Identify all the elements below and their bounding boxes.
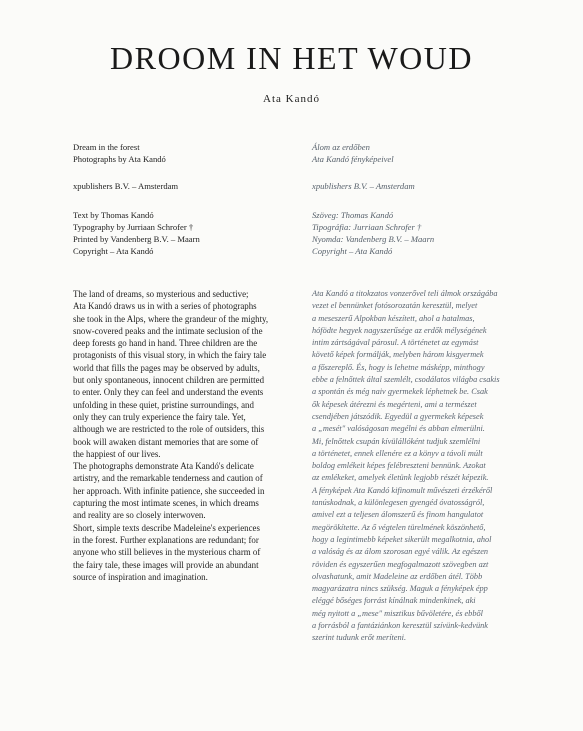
english-body-line: The photographs demonstrate Ata Kandó's delicate: [73, 461, 254, 472]
english-body-line: to enter. Only they can feel and understand the events: [73, 387, 264, 398]
english-credit-line: Typography by Jurriaan Schrofer †: [73, 222, 194, 232]
hungarian-subtitle: [312, 141, 527, 165]
hungarian-body-text: [312, 288, 524, 645]
hungarian-body-line: magyarázatra nincs szükség. Maguk a fényképek épp: [312, 584, 488, 594]
english-subtitle-line: Dream in the forest: [73, 142, 140, 152]
hungarian-body-line: a „mesét" valóságosan megélni és abban elmerülni.: [312, 424, 485, 434]
hungarian-body-line: a spontán és még naiv gyermekek léphetnek be. Csak: [312, 387, 488, 397]
english-body-line: but only spontaneous, innocent children are permitted: [73, 375, 265, 386]
hungarian-body-line: tanúskodnak, a különlegesen gyengéd óvatosságról,: [312, 498, 485, 508]
english-body-line: she took in the Alps, where the grandeur of the mighty,: [73, 313, 269, 324]
hungarian-credit-line: Szöveg: Thomas Kandó: [312, 210, 394, 220]
english-body-line: her approach. With infinite patience, she succeeded in: [73, 485, 265, 496]
hungarian-body-line: ebbe a felnőttek által szemlélt, csodálatos világba csakis: [312, 375, 500, 385]
english-body-line: although we are restricted to the role of outsiders, this: [73, 424, 265, 435]
english-credit-line: Printed by Vandenberg B.V. – Maarn: [73, 234, 200, 244]
hungarian-body-line: olvashatunk, amit Madeleine az erdőben átél. Több: [312, 571, 483, 581]
english-body-line: Ata Kandó draws us in with a series of photographs: [73, 301, 257, 312]
english-body-line: unfolding in these quiet, pristine surroundings, and: [73, 399, 254, 410]
page-title: DROOM IN HET WOUD: [110, 40, 473, 76]
hungarian-body-line: az emlékeket, amelyek életünk legjobb részét képezik.: [312, 473, 489, 483]
english-body-line: source of inspiration and imagination.: [73, 571, 208, 582]
english-body-line: snow-covered peaks and the intimate seclusion of the: [73, 325, 263, 336]
english-body-line: deep forests go hand in hand. Three children are the: [73, 338, 258, 349]
hungarian-credit-line: Tipográfia: Jurriaan Schrofer †: [312, 222, 422, 232]
english-subtitle-line: Photographs by Ata Kandó: [73, 154, 166, 164]
hungarian-body-line: a történetet, ennek ellenére ez a könyv a távoli múlt: [312, 448, 483, 458]
hungarian-body-line: még nyitott a „mese" misztikus bűvöletére, és ebből: [312, 608, 483, 618]
hungarian-body-line: A fényképek Ata Kandó kifinomult művészeti érzékéről: [312, 485, 493, 495]
hungarian-body-line: eléggé bőséges forrást kínálnak mindenkinek, aki: [312, 596, 476, 606]
hungarian-body-line: a forrásból a fantáziánkon keresztül szívünk-kedvünk: [312, 621, 488, 631]
hungarian-body-line: megörökítette. Az ő végtelen türelmének köszönhető,: [312, 522, 486, 532]
hungarian-body-line: amivel ezt a teljesen álomszerű és finom hangulatot: [312, 510, 484, 520]
english-credit-line: Copyright – Ata Kandó: [73, 246, 154, 256]
hungarian-subtitle-line: Álom az erdőben: [312, 142, 370, 152]
hungarian-body-line: vezet el bennünket fotósorozatán keresztül, melyet: [312, 301, 478, 311]
hungarian-body-line: hogy a legintimebb képeket sikerült megalkotnia, ahol: [312, 534, 492, 544]
hungarian-body-line: a meseszerű Alpokban készített, ahol a hatalmas,: [312, 313, 475, 323]
hungarian-body-line: ők képesek átérezni és megérteni, ami a természet: [312, 399, 477, 409]
hungarian-publisher: [312, 180, 527, 192]
english-publisher-text: xpublishers B.V. – Amsterdam: [73, 181, 179, 191]
english-body-text: [73, 288, 295, 583]
author-name: Ata Kandó: [263, 93, 320, 105]
hungarian-credit-line: Nyomda: Vandenberg B.V. – Maarn: [312, 234, 435, 244]
english-body-line: the happiest of our lives.: [73, 448, 161, 459]
english-credits: [73, 209, 283, 257]
english-subtitle: [73, 141, 283, 165]
hungarian-body-line: a főszereplő. És, hogy is lehetne másképp, minthogy: [312, 362, 485, 372]
english-body-line: The land of dreams, so mysterious and seductive;: [73, 289, 249, 299]
hungarian-credit-line: Copyright – Ata Kandó: [312, 246, 393, 256]
english-body-line: capturing the most intimate scenes, in which dreams: [73, 498, 259, 509]
hungarian-publisher-text: xpublishers B.V. – Amsterdam: [312, 181, 415, 191]
english-credit-line: Text by Thomas Kandó: [73, 210, 154, 220]
hungarian-body-line: a valóság és az álom szorosan egyé válik. Az egészen: [312, 547, 489, 557]
hungarian-body-line: szerint tudunk erőt meríteni.: [312, 633, 407, 643]
hungarian-body-line: röviden és egyszerűen megfogalmazott szövegben azt: [312, 559, 489, 569]
english-body-line: Short, simple texts describe Madeleine's experiences: [73, 522, 260, 533]
hungarian-body-line: csendjében játszódik. Egyedül a gyermekek képesek: [312, 411, 484, 421]
hungarian-body-line: Ata Kandó a titokzatos vonzerővel teli álmok országába: [312, 289, 498, 298]
hungarian-body-line: boldog emlékeit képes felébreszteni bennünk. Azokat: [312, 461, 486, 471]
english-body-line: in the forest. Further explanations are redundant; for: [73, 534, 259, 545]
english-body-line: the fairy tale, these images will provide an abundant: [73, 559, 259, 570]
english-publisher: [73, 180, 283, 192]
hungarian-body-line: hófödte hegyek nagyszerűsége az erdők mélységének: [312, 325, 487, 335]
english-body-line: and reality are so closely interwoven.: [73, 510, 206, 521]
hungarian-body-line: Mi, felnőttek csupán kívülállóként tudjuk szemlélni: [312, 436, 481, 446]
english-body-line: protagonists of this visual story, in which the fairy tale: [73, 350, 267, 361]
hungarian-subtitle-line: Ata Kandó fényképeivel: [312, 154, 394, 164]
hungarian-credits: [312, 209, 527, 257]
english-body-line: only they can truly experience the fairy tale. Yet,: [73, 411, 246, 422]
english-body-line: world that fills the pages may be observed by adults,: [73, 362, 260, 373]
hungarian-body-line: követő képek formálják, melyben három kisgyermek: [312, 350, 484, 360]
english-body-line: book will awaken distant memories that are some of: [73, 436, 259, 447]
hungarian-body-line: intim zártságával párosul. A történetet az egymást: [312, 338, 479, 348]
english-body-line: artistry, and the remarkable tenderness and caution of: [73, 473, 263, 484]
english-body-line: anyone who still believes in the mysterious charm of: [73, 547, 261, 558]
